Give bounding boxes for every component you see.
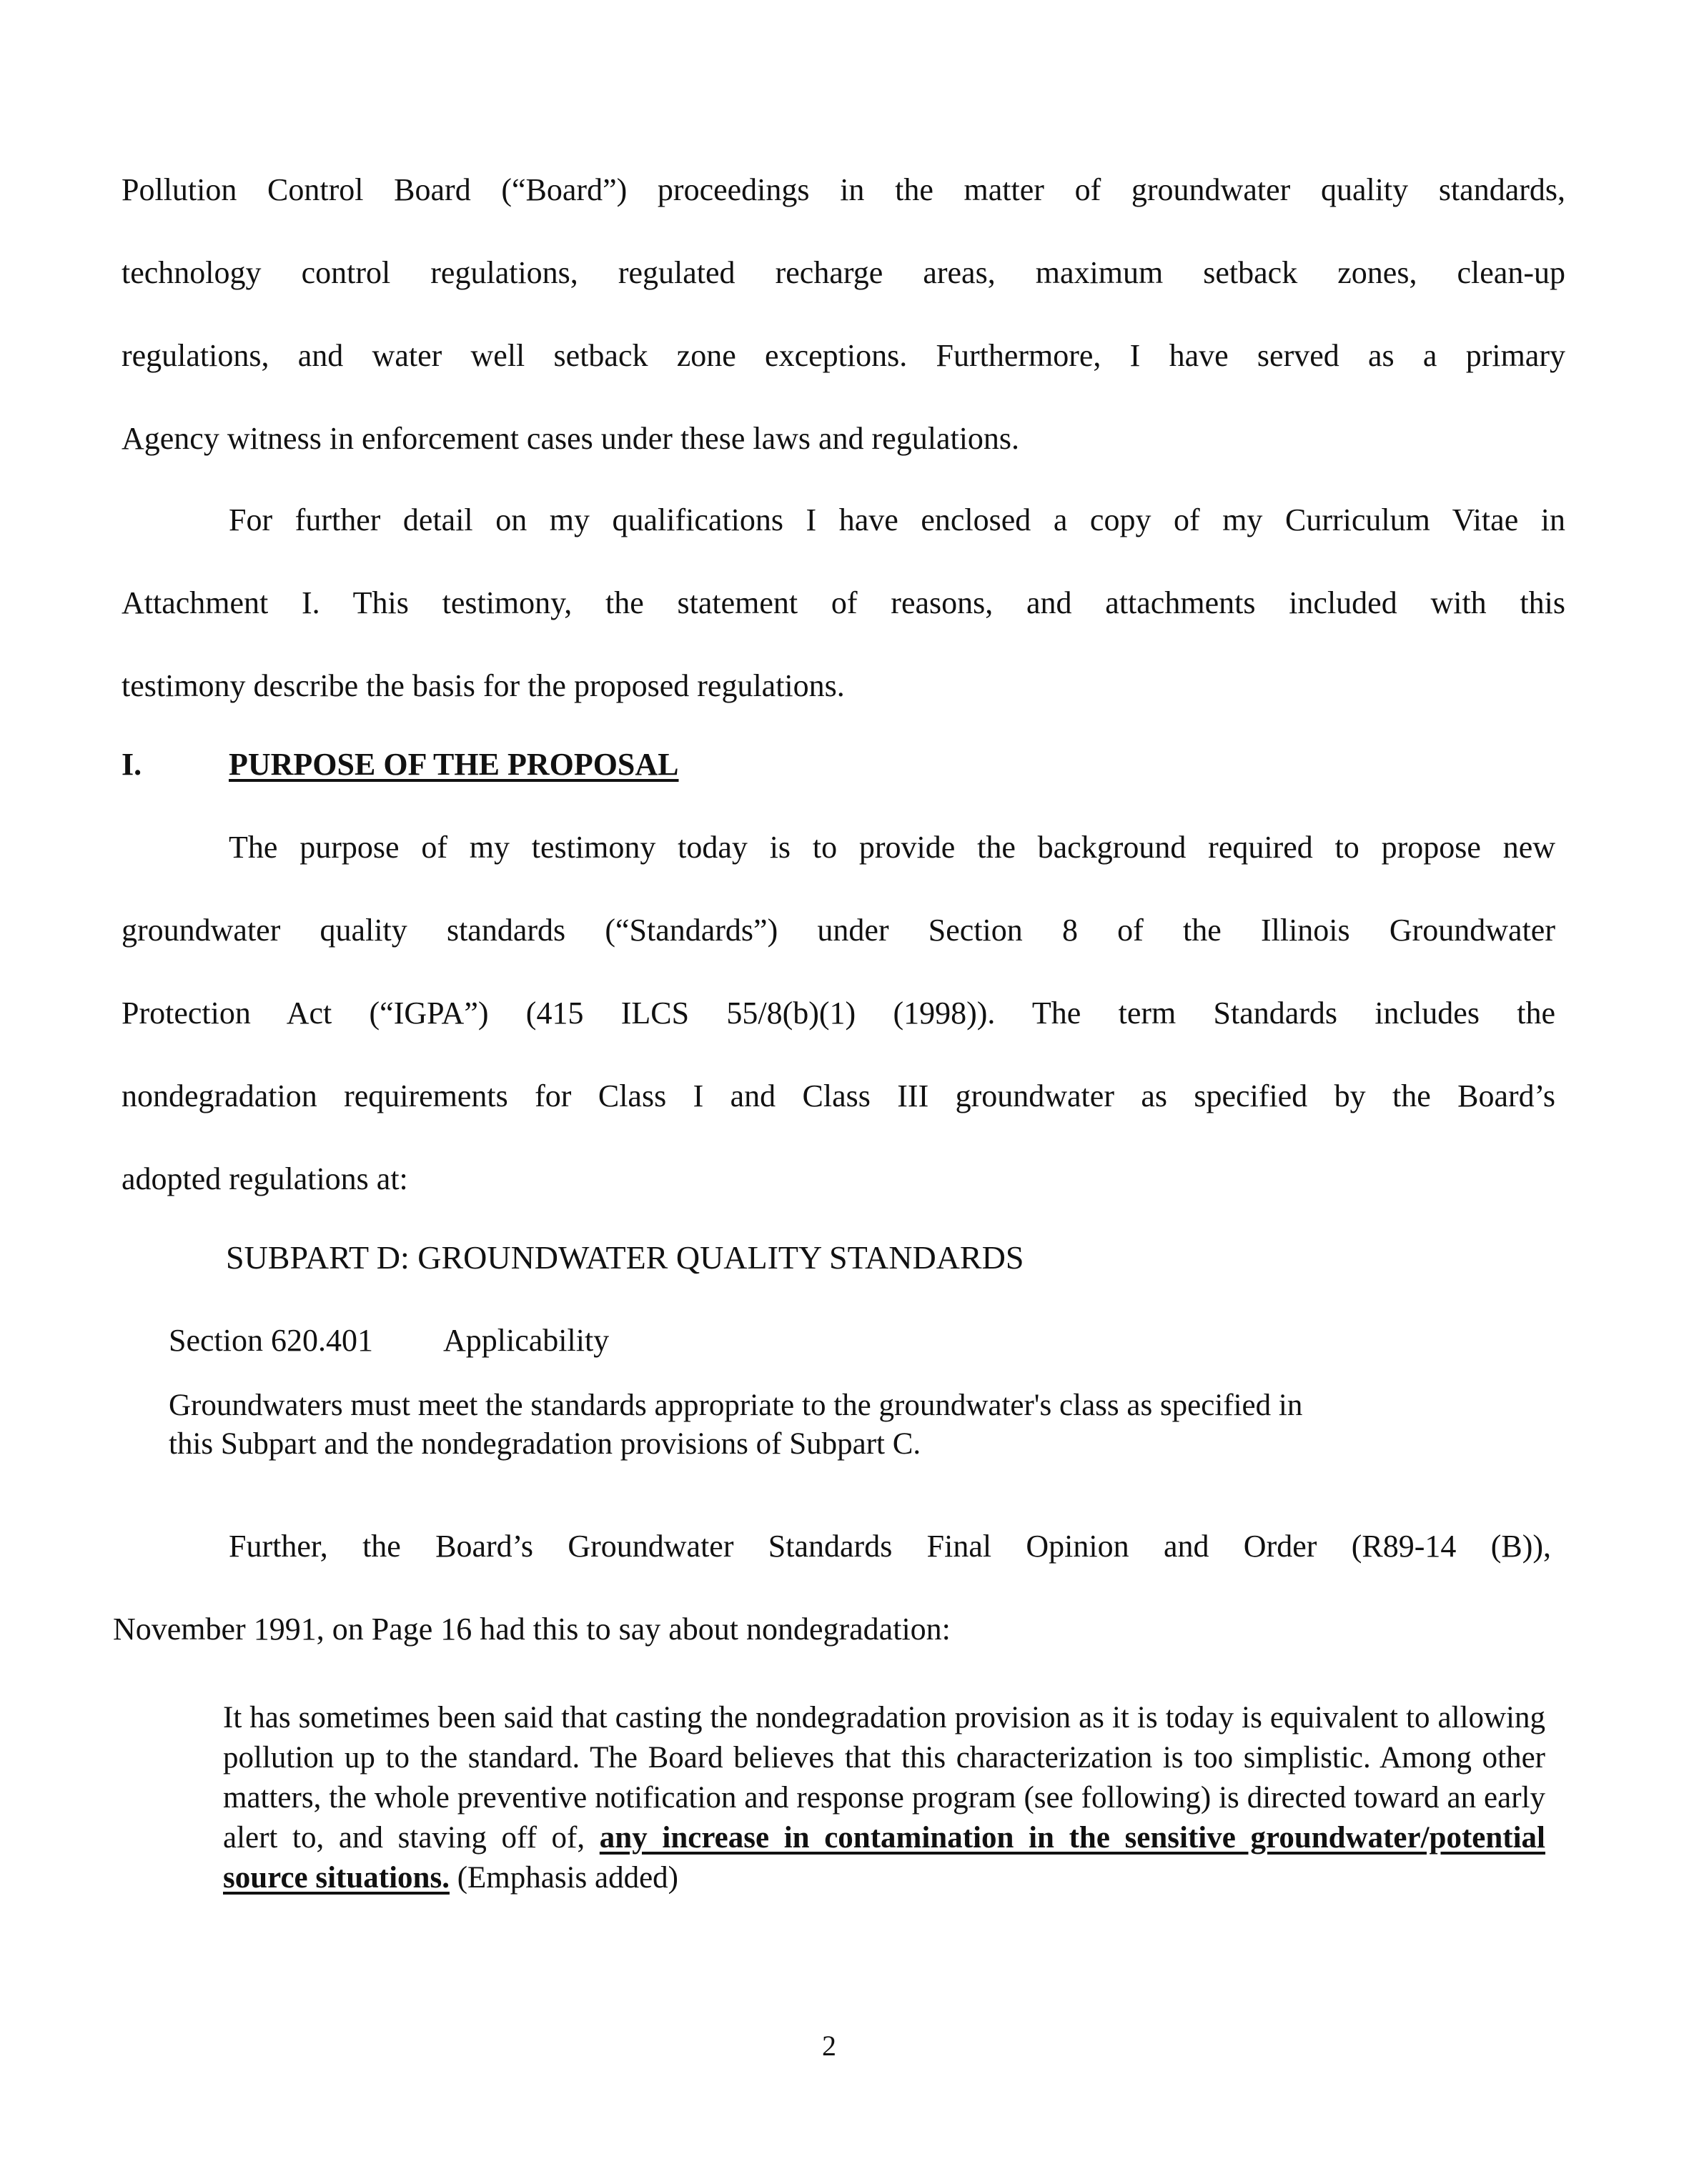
paragraph1-line-3: regulations, and water well setback zone exceptions. Furthermore, I have served as a primary: [122, 338, 1565, 373]
quote-emphasis: any increase in contamination in the sensitive groundwater/potential source situations.: [223, 1821, 1545, 1895]
regulation-subpart-title: SUBPART D: GROUNDWATER QUALITY STANDARDS: [226, 1239, 1024, 1276]
paragraph2-line-2: Attachment I. This testimony, the statement of reasons, and attachments included with this: [122, 585, 1565, 620]
regulation-section-title: Applicability: [443, 1323, 610, 1358]
paragraph1-line-1: Pollution Control Board (“Board”) proceedings in the matter of groundwater quality standards,: [122, 172, 1565, 207]
regulation-text: [169, 1386, 1505, 1464]
regulation-text-line-2: this Subpart and the nondegradation provisions of Subpart C.: [169, 1427, 921, 1461]
board-opinion-quote: [223, 1698, 1545, 1898]
page-number: 2: [822, 2030, 836, 2062]
paragraph1-line-2: technology control regulations, regulated recharge areas, maximum setback zones, clean-up: [122, 255, 1565, 290]
paragraph1-line-4: Agency witness in enforcement cases under these laws and regulations.: [122, 421, 1020, 456]
paragraph3-line-4: nondegradation requirements for Class I and Class III groundwater as specified by the Board’s: [122, 1078, 1555, 1113]
paragraph3-line-2: groundwater quality standards (“Standards”) under Section 8 of the Illinois Groundwater: [122, 913, 1555, 948]
paragraph2-line-1: For further detail on my qualifications I have enclosed a copy of my Curriculum Vitae in: [229, 502, 1565, 537]
quote-emphasis-note: (Emphasis added): [449, 1861, 678, 1895]
quote-text: It has sometimes been said that casting the nondegradation provision as it is today is equivalent to allowing pollution up to the standard. The Board believes that this characterization is too simplistic. Among other matters, the whole preventive notification and response program (see following) is directed toward an early alert to, and staving off of,: [223, 1701, 1545, 1855]
paragraph4-line-1: Further, the Board’s Groundwater Standards Final Opinion and Order (R89-14 (B)),: [229, 1529, 1551, 1564]
paragraph3-line-5: adopted regulations at:: [122, 1161, 408, 1196]
regulation-section-number: Section 620.401: [169, 1323, 373, 1358]
section-heading-title: PURPOSE OF THE PROPOSAL: [229, 747, 679, 782]
paragraph2-line-3: testimony describe the basis for the proposed regulations.: [122, 668, 845, 703]
regulation-text-line-1: Groundwaters must meet the standards appropriate to the groundwater's class as specified in: [169, 1389, 1303, 1422]
paragraph3-line-3: Protection Act (“IGPA”) (415 ILCS 55/8(b)(1) (1998)). The term Standards includes the: [122, 996, 1555, 1031]
paragraph4-line-2: November 1991, on Page 16 had this to say about nondegradation:: [113, 1612, 951, 1647]
paragraph3-line-1: The purpose of my testimony today is to provide the background required to propose new: [229, 830, 1555, 865]
section-heading-number: I.: [122, 747, 142, 782]
